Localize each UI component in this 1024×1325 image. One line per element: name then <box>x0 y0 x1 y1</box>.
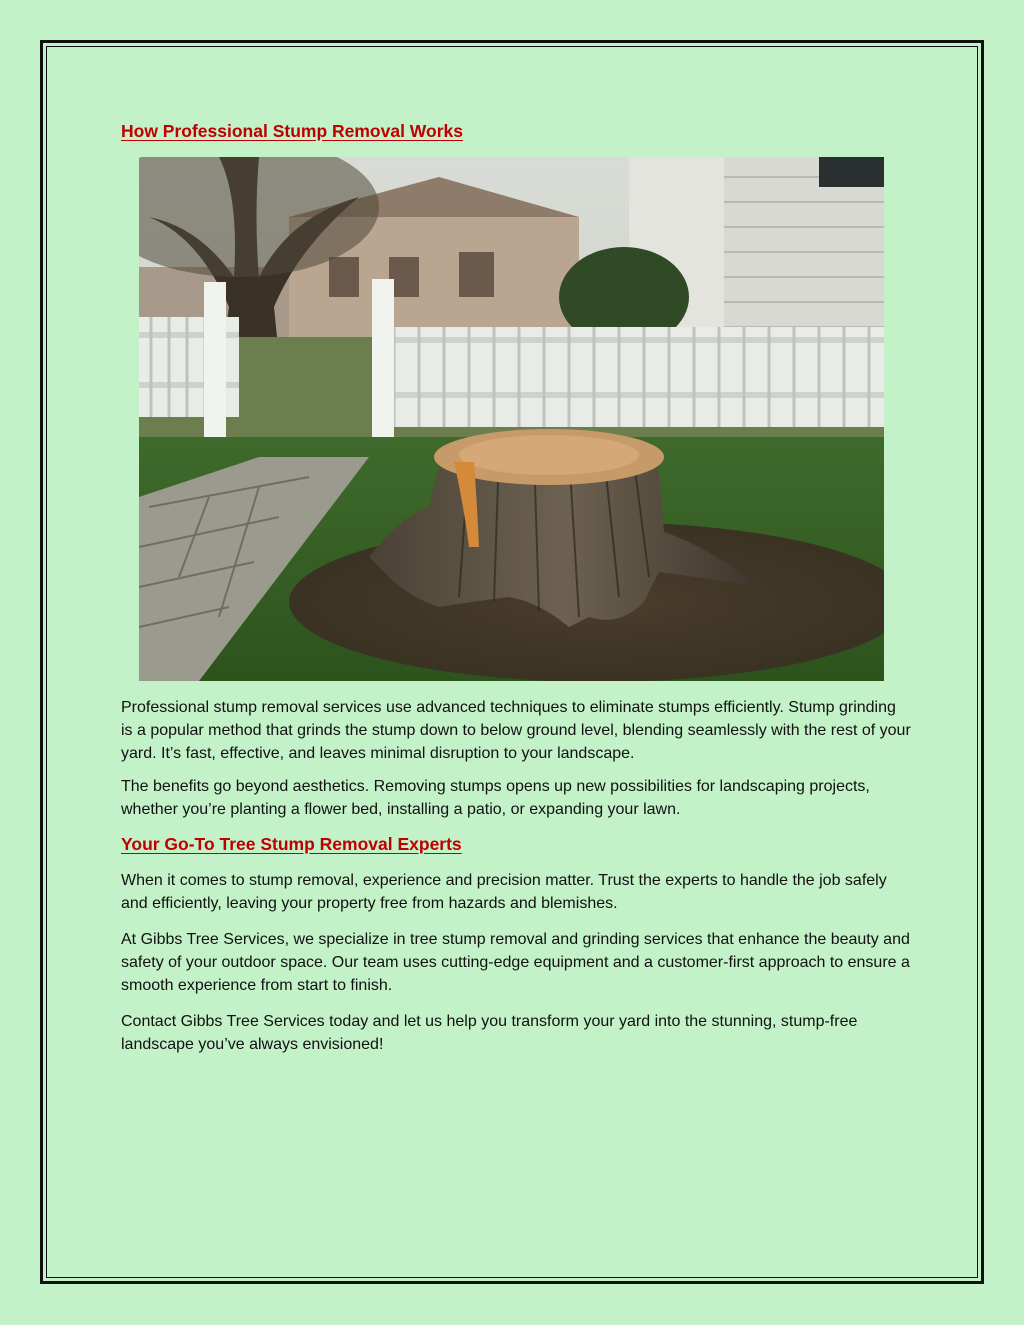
section-heading-stump-removal-works: How Professional Stump Removal Works <box>121 121 463 141</box>
paragraph-gibbs-services: At Gibbs Tree Services, we specialize in tree stump removal and grinding services that enhance the beauty and safety of your outdoor space. Our team uses cutting-edge equipment and a customer-first approach to ensure a smooth experience from start to finish. <box>121 931 910 994</box>
paragraph-experience: When it comes to stump removal, experience and precision matter. Trust the experts to handle the job safely and efficiently, leaving your property free from hazards and blemishes. <box>121 872 887 912</box>
document-content <box>121 118 911 1056</box>
section-heading-experts: Your Go-To Tree Stump Removal Experts <box>121 834 462 854</box>
paragraph-benefits: The benefits go beyond aesthetics. Removing stumps opens up new possibilities for landscaping projects, whether you’re planting a flower bed, installing a patio, or expanding your lawn. <box>121 778 870 818</box>
paragraph-professional-services: Professional stump removal services use advanced techniques to eliminate stumps efficiently. Stump grinding is a popular method that grinds the stump down to below ground level, blending seamlessly with the rest of your yard. It’s fast, effective, and leaves minimal disruption to your landscape. <box>121 699 911 762</box>
tree-stump-photo <box>139 157 884 681</box>
paragraph-contact: Contact Gibbs Tree Services today and let us help you transform your yard into the stunning, stump-free landscape you’ve always envisioned! <box>121 1013 858 1053</box>
